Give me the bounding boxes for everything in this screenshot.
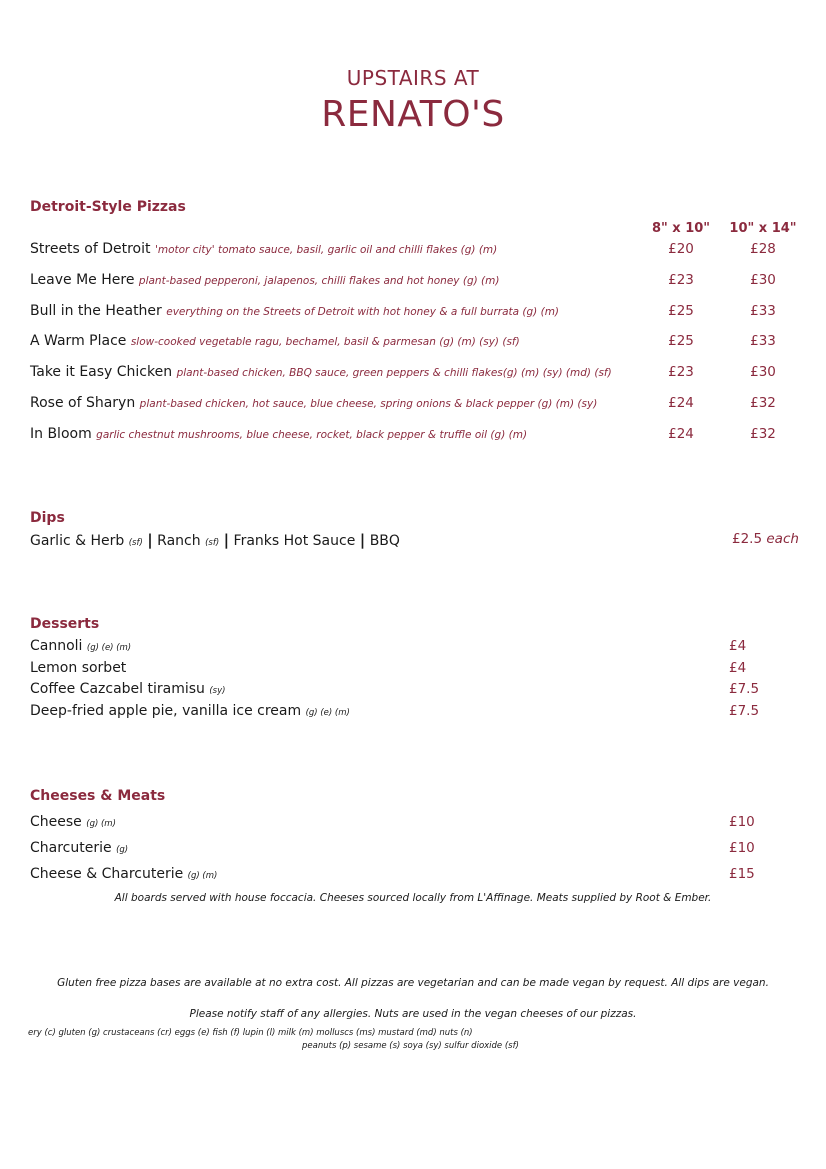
pizza-price-small: £20: [668, 241, 694, 257]
pizza-row: [30, 241, 497, 257]
dessert-name: Lemon sorbet: [30, 659, 127, 676]
allergy-note: Please notify staff of any allergies. Nuts are used in the vegan cheeses of our pizzas.: [189, 1008, 637, 1020]
dessert-price: £4: [729, 638, 747, 654]
pizza-price-small: £23: [668, 271, 694, 288]
dip-separator: |: [147, 531, 153, 549]
pizza-row: [30, 426, 527, 442]
pizza-price-large: £32: [750, 395, 776, 411]
dip-name: Ranch: [157, 533, 201, 549]
dessert-name: Coffee Cazcabel tiramisu: [30, 681, 205, 697]
pizza-description: everything on the Streets of Detroit with hot honey & a full burrata (g) (m): [166, 305, 560, 318]
dessert-name: Cannoli: [30, 638, 83, 654]
pizza-row: [30, 272, 499, 288]
pizza-name: Take it Easy Chicken: [30, 364, 173, 381]
dessert-allergen-tags: (sy): [209, 686, 226, 696]
gluten-note: Gluten free pizza bases are available at no extra cost. All pizzas are vegetarian and can be made vegan by request. All dips are vegan.: [57, 977, 769, 989]
dip-name: Franks Hot Sauce: [233, 533, 356, 549]
pizza-price-small: £24: [668, 425, 694, 442]
dip-name: BBQ: [369, 533, 400, 549]
pizza-price-large: £30: [750, 364, 776, 381]
size-column-large: 10" x 14": [729, 221, 797, 236]
board-allergen-tags: (g) (m): [187, 871, 218, 881]
dips-section-title: Dips: [30, 510, 65, 526]
board-price: £15: [729, 866, 755, 882]
dessert-row: [30, 638, 131, 654]
dip-separator: |: [359, 531, 366, 549]
pizza-price-large: £32: [750, 425, 776, 442]
dessert-allergen-tags: (g) (e) (m): [305, 707, 350, 718]
dessert-price: £4: [729, 659, 747, 676]
board-row: [30, 814, 116, 830]
board-name: Cheese: [30, 814, 82, 830]
pizza-price-small: £25: [668, 302, 694, 319]
pizza-description: slow-cooked vegetable ragu, bechamel, basil & parmesan (g) (m) (sy) (sf): [130, 336, 520, 349]
board-price: £10: [729, 840, 755, 856]
pizza-row: [30, 364, 612, 380]
dips-price-suffix: each: [766, 531, 799, 547]
dip-name: Garlic & Herb: [30, 533, 125, 549]
pizza-price-large: £28: [750, 241, 776, 257]
dip-separator: |: [223, 531, 230, 549]
board-row: [30, 840, 128, 856]
dips-price: [732, 531, 799, 547]
venue-title: RENATO'S: [321, 94, 505, 135]
dessert-allergen-tags: (g) (e) (m): [86, 643, 132, 653]
pizza-description: garlic chestnut mushrooms, blue cheese, rocket, black pepper & truffle oil (g) (m): [96, 428, 528, 441]
pizza-price-small: £25: [668, 333, 694, 350]
desserts-section-title: Desserts: [30, 616, 100, 632]
dip-tag: (sf): [205, 538, 220, 548]
pizza-name: Leave Me Here: [30, 271, 135, 288]
pizza-price-small: £24: [668, 395, 694, 411]
pizza-price-small: £23: [668, 364, 694, 381]
board-name: Charcuterie: [30, 840, 112, 856]
pizza-description: plant-based pepperoni, jalapenos, chilli flakes and hot honey (g) (m): [138, 274, 500, 287]
pizza-name: Streets of Detroit: [30, 241, 151, 257]
board-name: Cheese & Charcuterie: [30, 866, 184, 882]
dips-price-value: £2.5: [732, 531, 763, 547]
cheeses-section-title: Cheeses & Meats: [30, 788, 166, 804]
boards-note: All boards served with house foccacia. Cheeses sourced locally from L'Affinage. Meats supplied by Root & Ember.: [114, 892, 712, 904]
pizza-row: [30, 395, 597, 411]
dessert-row: [30, 703, 350, 719]
dessert-row: [30, 681, 225, 697]
dips-list: [30, 531, 400, 549]
pizza-section-title: Detroit-Style Pizzas: [30, 199, 186, 215]
board-row: [30, 866, 217, 882]
dessert-row: [30, 660, 126, 676]
pizza-description: plant-based chicken, hot sauce, blue cheese, spring onions & black pepper (g) (m) (sy): [139, 398, 598, 410]
dessert-price: £7.5: [729, 702, 760, 719]
board-price: £10: [729, 814, 755, 830]
pizza-row: [30, 303, 559, 319]
dessert-price: £7.5: [729, 681, 760, 697]
board-allergen-tags: (g) (m): [86, 819, 116, 829]
pizza-price-large: £30: [750, 271, 776, 288]
allergen-key-line-1: ery (c) gluten (g) crustaceans (cr) eggs (e) fish (f) lupin (l) milk (m) molluscs (ms) mustard (md) nuts (n): [28, 1028, 473, 1038]
dip-tag: (sf): [128, 538, 143, 548]
pizza-description: 'motor city' tomato sauce, basil, garlic oil and chilli flakes (g) (m): [154, 244, 498, 256]
venue-subtitle: UPSTAIRS AT: [346, 66, 480, 90]
pizza-name: Rose of Sharyn: [30, 395, 136, 411]
pizza-description: plant-based chicken, BBQ sauce, green peppers & chilli flakes(g) (m) (sy) (md) (sf): [176, 367, 612, 380]
pizza-name: A Warm Place: [30, 333, 127, 350]
allergen-key-line-2: peanuts (p) sesame (s) soya (sy) sulfur dioxide (sf): [302, 1041, 519, 1051]
pizza-price-large: £33: [750, 333, 776, 350]
pizza-row: [30, 333, 520, 349]
size-column-small: 8" x 10": [651, 221, 711, 236]
pizza-name: Bull in the Heather: [30, 302, 162, 319]
board-allergen-tags: (g): [116, 845, 129, 855]
dessert-name: Deep-fried apple pie, vanilla ice cream: [30, 702, 302, 719]
pizza-price-large: £33: [750, 302, 776, 319]
pizza-name: In Bloom: [30, 425, 92, 442]
